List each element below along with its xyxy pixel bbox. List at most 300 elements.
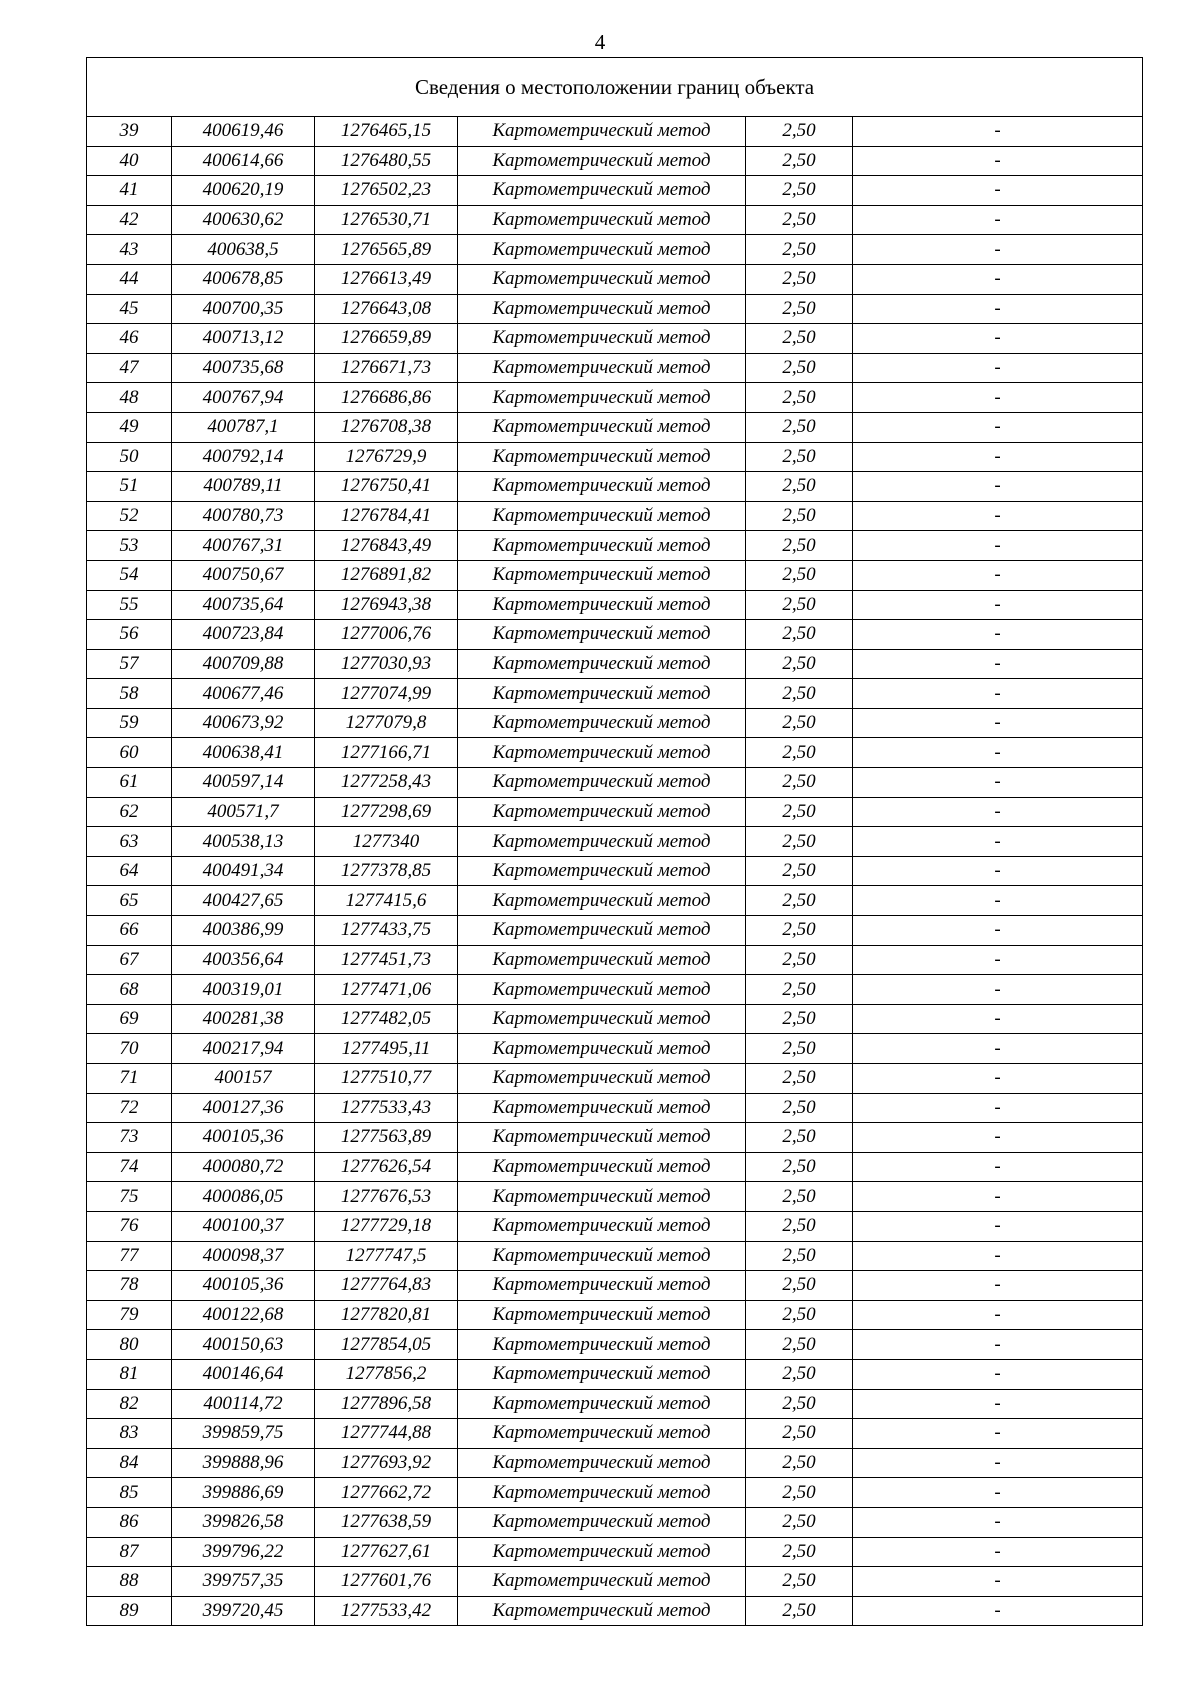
point-number-cell: 71 [87, 1064, 172, 1094]
y-coordinate-cell: 1277495,11 [315, 1034, 458, 1064]
y-coordinate-cell: 1277854,05 [315, 1330, 458, 1360]
y-coordinate-cell: 1277510,77 [315, 1064, 458, 1094]
x-coordinate-cell: 400491,34 [172, 856, 315, 886]
method-cell: Картометрический метод [458, 1064, 746, 1094]
table-row [87, 1507, 1143, 1537]
accuracy-cell: 2,50 [746, 945, 853, 975]
point-number-cell: 68 [87, 975, 172, 1005]
table-row [87, 768, 1143, 798]
accuracy-cell: 2,50 [746, 620, 853, 650]
y-coordinate-cell: 1277533,43 [315, 1093, 458, 1123]
y-coordinate-cell: 1277433,75 [315, 916, 458, 946]
point-number-cell: 88 [87, 1567, 172, 1597]
accuracy-cell: 2,50 [746, 442, 853, 472]
description-cell: - [853, 590, 1143, 620]
x-coordinate-cell: 400735,64 [172, 590, 315, 620]
table-row [87, 1271, 1143, 1301]
table-row [87, 708, 1143, 738]
y-coordinate-cell: 1277079,8 [315, 708, 458, 738]
table-row [87, 590, 1143, 620]
method-cell: Картометрический метод [458, 1567, 746, 1597]
method-cell: Картометрический метод [458, 117, 746, 147]
y-coordinate-cell: 1277662,72 [315, 1478, 458, 1508]
table-row [87, 501, 1143, 531]
y-coordinate-cell: 1276708,38 [315, 412, 458, 442]
x-coordinate-cell: 400700,35 [172, 294, 315, 324]
table-row [87, 324, 1143, 354]
accuracy-cell: 2,50 [746, 472, 853, 502]
method-cell: Картометрический метод [458, 797, 746, 827]
point-number-cell: 47 [87, 353, 172, 383]
y-coordinate-cell: 1277764,83 [315, 1271, 458, 1301]
method-cell: Картометрический метод [458, 1359, 746, 1389]
y-coordinate-cell: 1277676,53 [315, 1182, 458, 1212]
accuracy-cell: 2,50 [746, 324, 853, 354]
method-cell: Картометрический метод [458, 1507, 746, 1537]
table-row [87, 472, 1143, 502]
table-row [87, 176, 1143, 206]
description-cell: - [853, 886, 1143, 916]
description-cell: - [853, 235, 1143, 265]
table-row [87, 1478, 1143, 1508]
y-coordinate-cell: 1277744,88 [315, 1419, 458, 1449]
x-coordinate-cell: 400767,94 [172, 383, 315, 413]
method-cell: Картометрический метод [458, 1271, 746, 1301]
x-coordinate-cell: 400386,99 [172, 916, 315, 946]
description-cell: - [853, 1330, 1143, 1360]
point-number-cell: 57 [87, 649, 172, 679]
x-coordinate-cell: 400630,62 [172, 205, 315, 235]
table-row [87, 531, 1143, 561]
table-row [87, 1448, 1143, 1478]
accuracy-cell: 2,50 [746, 1064, 853, 1094]
accuracy-cell: 2,50 [746, 886, 853, 916]
point-number-cell: 67 [87, 945, 172, 975]
y-coordinate-cell: 1277563,89 [315, 1123, 458, 1153]
accuracy-cell: 2,50 [746, 768, 853, 798]
table-row [87, 1537, 1143, 1567]
x-coordinate-cell: 400086,05 [172, 1182, 315, 1212]
y-coordinate-cell: 1277729,18 [315, 1211, 458, 1241]
accuracy-cell: 2,50 [746, 264, 853, 294]
point-number-cell: 86 [87, 1507, 172, 1537]
y-coordinate-cell: 1277638,59 [315, 1507, 458, 1537]
point-number-cell: 70 [87, 1034, 172, 1064]
description-cell: - [853, 383, 1143, 413]
point-number-cell: 73 [87, 1123, 172, 1153]
accuracy-cell: 2,50 [746, 1567, 853, 1597]
point-number-cell: 64 [87, 856, 172, 886]
table-row [87, 738, 1143, 768]
point-number-cell: 63 [87, 827, 172, 857]
y-coordinate-cell: 1277482,05 [315, 1004, 458, 1034]
method-cell: Картометрический метод [458, 827, 746, 857]
accuracy-cell: 2,50 [746, 1330, 853, 1360]
method-cell: Картометрический метод [458, 353, 746, 383]
description-cell: - [853, 975, 1143, 1005]
x-coordinate-cell: 400735,68 [172, 353, 315, 383]
description-cell: - [853, 708, 1143, 738]
method-cell: Картометрический метод [458, 975, 746, 1005]
method-cell: Картометрический метод [458, 1596, 746, 1626]
accuracy-cell: 2,50 [746, 1359, 853, 1389]
description-cell: - [853, 353, 1143, 383]
y-coordinate-cell: 1276502,23 [315, 176, 458, 206]
x-coordinate-cell: 399757,35 [172, 1567, 315, 1597]
method-cell: Картометрический метод [458, 1241, 746, 1271]
point-number-cell: 40 [87, 146, 172, 176]
description-cell: - [853, 472, 1143, 502]
description-cell: - [853, 649, 1143, 679]
y-coordinate-cell: 1277896,58 [315, 1389, 458, 1419]
table-row [87, 383, 1143, 413]
description-cell: - [853, 916, 1143, 946]
table-row [87, 916, 1143, 946]
description-cell: - [853, 560, 1143, 590]
description-cell: - [853, 1389, 1143, 1419]
y-coordinate-cell: 1276686,86 [315, 383, 458, 413]
accuracy-cell: 2,50 [746, 649, 853, 679]
method-cell: Картометрический метод [458, 501, 746, 531]
point-number-cell: 52 [87, 501, 172, 531]
x-coordinate-cell: 400150,63 [172, 1330, 315, 1360]
y-coordinate-cell: 1277533,42 [315, 1596, 458, 1626]
method-cell: Картометрический метод [458, 560, 746, 590]
accuracy-cell: 2,50 [746, 1211, 853, 1241]
method-cell: Картометрический метод [458, 1330, 746, 1360]
method-cell: Картометрический метод [458, 1211, 746, 1241]
table-row [87, 1152, 1143, 1182]
accuracy-cell: 2,50 [746, 1241, 853, 1271]
table-title-row [87, 58, 1143, 117]
table-row [87, 945, 1143, 975]
accuracy-cell: 2,50 [746, 531, 853, 561]
accuracy-cell: 2,50 [746, 1182, 853, 1212]
point-number-cell: 69 [87, 1004, 172, 1034]
x-coordinate-cell: 400217,94 [172, 1034, 315, 1064]
y-coordinate-cell: 1277030,93 [315, 649, 458, 679]
point-number-cell: 79 [87, 1300, 172, 1330]
accuracy-cell: 2,50 [746, 1123, 853, 1153]
accuracy-cell: 2,50 [746, 117, 853, 147]
description-cell: - [853, 1596, 1143, 1626]
table-row [87, 353, 1143, 383]
y-coordinate-cell: 1277415,6 [315, 886, 458, 916]
x-coordinate-cell: 400597,14 [172, 768, 315, 798]
accuracy-cell: 2,50 [746, 708, 853, 738]
method-cell: Картометрический метод [458, 146, 746, 176]
table-row [87, 442, 1143, 472]
point-number-cell: 41 [87, 176, 172, 206]
point-number-cell: 81 [87, 1359, 172, 1389]
x-coordinate-cell: 400427,65 [172, 886, 315, 916]
accuracy-cell: 2,50 [746, 1478, 853, 1508]
x-coordinate-cell: 399826,58 [172, 1507, 315, 1537]
table-row [87, 827, 1143, 857]
y-coordinate-cell: 1277378,85 [315, 856, 458, 886]
point-number-cell: 65 [87, 886, 172, 916]
accuracy-cell: 2,50 [746, 856, 853, 886]
y-coordinate-cell: 1277471,06 [315, 975, 458, 1005]
table-row [87, 1596, 1143, 1626]
description-cell: - [853, 768, 1143, 798]
point-number-cell: 75 [87, 1182, 172, 1212]
y-coordinate-cell: 1277747,5 [315, 1241, 458, 1271]
method-cell: Картометрический метод [458, 235, 746, 265]
point-number-cell: 89 [87, 1596, 172, 1626]
table-row [87, 1093, 1143, 1123]
x-coordinate-cell: 400538,13 [172, 827, 315, 857]
accuracy-cell: 2,50 [746, 1537, 853, 1567]
method-cell: Картометрический метод [458, 590, 746, 620]
accuracy-cell: 2,50 [746, 975, 853, 1005]
description-cell: - [853, 1567, 1143, 1597]
y-coordinate-cell: 1276613,49 [315, 264, 458, 294]
x-coordinate-cell: 400127,36 [172, 1093, 315, 1123]
x-coordinate-cell: 400673,92 [172, 708, 315, 738]
x-coordinate-cell: 400620,19 [172, 176, 315, 206]
x-coordinate-cell: 400638,5 [172, 235, 315, 265]
point-number-cell: 61 [87, 768, 172, 798]
x-coordinate-cell: 400638,41 [172, 738, 315, 768]
table-row [87, 797, 1143, 827]
accuracy-cell: 2,50 [746, 412, 853, 442]
description-cell: - [853, 1123, 1143, 1153]
x-coordinate-cell: 400571,7 [172, 797, 315, 827]
accuracy-cell: 2,50 [746, 1389, 853, 1419]
accuracy-cell: 2,50 [746, 205, 853, 235]
table-title: Сведения о местоположении границ объекта [87, 58, 1143, 117]
x-coordinate-cell: 400356,64 [172, 945, 315, 975]
x-coordinate-cell: 400100,37 [172, 1211, 315, 1241]
method-cell: Картометрический метод [458, 1152, 746, 1182]
x-coordinate-cell: 400080,72 [172, 1152, 315, 1182]
x-coordinate-cell: 400789,11 [172, 472, 315, 502]
table-row [87, 1359, 1143, 1389]
point-number-cell: 48 [87, 383, 172, 413]
method-cell: Картометрический метод [458, 856, 746, 886]
accuracy-cell: 2,50 [746, 1271, 853, 1301]
description-cell: - [853, 205, 1143, 235]
x-coordinate-cell: 400713,12 [172, 324, 315, 354]
point-number-cell: 66 [87, 916, 172, 946]
point-number-cell: 46 [87, 324, 172, 354]
y-coordinate-cell: 1276671,73 [315, 353, 458, 383]
x-coordinate-cell: 399720,45 [172, 1596, 315, 1626]
accuracy-cell: 2,50 [746, 1507, 853, 1537]
y-coordinate-cell: 1276784,41 [315, 501, 458, 531]
point-number-cell: 49 [87, 412, 172, 442]
y-coordinate-cell: 1277627,61 [315, 1537, 458, 1567]
method-cell: Картометрический метод [458, 886, 746, 916]
accuracy-cell: 2,50 [746, 235, 853, 265]
description-cell: - [853, 1300, 1143, 1330]
description-cell: - [853, 1271, 1143, 1301]
y-coordinate-cell: 1276729,9 [315, 442, 458, 472]
description-cell: - [853, 1507, 1143, 1537]
y-coordinate-cell: 1277258,43 [315, 768, 458, 798]
y-coordinate-cell: 1277693,92 [315, 1448, 458, 1478]
table-row [87, 1182, 1143, 1212]
accuracy-cell: 2,50 [746, 1152, 853, 1182]
point-number-cell: 42 [87, 205, 172, 235]
method-cell: Картометрический метод [458, 1537, 746, 1567]
method-cell: Картометрический метод [458, 1419, 746, 1449]
accuracy-cell: 2,50 [746, 738, 853, 768]
method-cell: Картометрический метод [458, 324, 746, 354]
description-cell: - [853, 1537, 1143, 1567]
table-row [87, 679, 1143, 709]
point-number-cell: 59 [87, 708, 172, 738]
point-number-cell: 45 [87, 294, 172, 324]
point-number-cell: 44 [87, 264, 172, 294]
y-coordinate-cell: 1277298,69 [315, 797, 458, 827]
x-coordinate-cell: 399796,22 [172, 1537, 315, 1567]
x-coordinate-cell: 400319,01 [172, 975, 315, 1005]
x-coordinate-cell: 400105,36 [172, 1271, 315, 1301]
point-number-cell: 54 [87, 560, 172, 590]
point-number-cell: 83 [87, 1419, 172, 1449]
y-coordinate-cell: 1276480,55 [315, 146, 458, 176]
description-cell: - [853, 117, 1143, 147]
x-coordinate-cell: 400750,67 [172, 560, 315, 590]
description-cell: - [853, 1004, 1143, 1034]
method-cell: Картометрический метод [458, 1448, 746, 1478]
accuracy-cell: 2,50 [746, 827, 853, 857]
point-number-cell: 58 [87, 679, 172, 709]
method-cell: Картометрический метод [458, 1093, 746, 1123]
x-coordinate-cell: 399886,69 [172, 1478, 315, 1508]
x-coordinate-cell: 400098,37 [172, 1241, 315, 1271]
description-cell: - [853, 324, 1143, 354]
x-coordinate-cell: 400787,1 [172, 412, 315, 442]
accuracy-cell: 2,50 [746, 383, 853, 413]
y-coordinate-cell: 1277601,76 [315, 1567, 458, 1597]
accuracy-cell: 2,50 [746, 294, 853, 324]
accuracy-cell: 2,50 [746, 1093, 853, 1123]
accuracy-cell: 2,50 [746, 176, 853, 206]
description-cell: - [853, 176, 1143, 206]
method-cell: Картометрический метод [458, 738, 746, 768]
table-row [87, 117, 1143, 147]
description-cell: - [853, 1152, 1143, 1182]
table-row [87, 235, 1143, 265]
method-cell: Картометрический метод [458, 649, 746, 679]
point-number-cell: 82 [87, 1389, 172, 1419]
description-cell: - [853, 1093, 1143, 1123]
method-cell: Картометрический метод [458, 708, 746, 738]
table-row [87, 1064, 1143, 1094]
table-row [87, 264, 1143, 294]
point-number-cell: 60 [87, 738, 172, 768]
x-coordinate-cell: 400723,84 [172, 620, 315, 650]
y-coordinate-cell: 1277074,99 [315, 679, 458, 709]
point-number-cell: 77 [87, 1241, 172, 1271]
table-row [87, 1241, 1143, 1271]
accuracy-cell: 2,50 [746, 353, 853, 383]
point-number-cell: 80 [87, 1330, 172, 1360]
description-cell: - [853, 1182, 1143, 1212]
x-coordinate-cell: 400281,38 [172, 1004, 315, 1034]
point-number-cell: 62 [87, 797, 172, 827]
accuracy-cell: 2,50 [746, 797, 853, 827]
table-row [87, 975, 1143, 1005]
y-coordinate-cell: 1277006,76 [315, 620, 458, 650]
x-coordinate-cell: 400614,66 [172, 146, 315, 176]
accuracy-cell: 2,50 [746, 1034, 853, 1064]
description-cell: - [853, 1034, 1143, 1064]
point-number-cell: 51 [87, 472, 172, 502]
point-number-cell: 72 [87, 1093, 172, 1123]
x-coordinate-cell: 400678,85 [172, 264, 315, 294]
method-cell: Картометрический метод [458, 679, 746, 709]
point-number-cell: 39 [87, 117, 172, 147]
description-cell: - [853, 531, 1143, 561]
table-row [87, 1123, 1143, 1153]
y-coordinate-cell: 1276565,89 [315, 235, 458, 265]
description-cell: - [853, 620, 1143, 650]
description-cell: - [853, 1478, 1143, 1508]
y-coordinate-cell: 1276659,89 [315, 324, 458, 354]
table-row [87, 886, 1143, 916]
method-cell: Картометрический метод [458, 383, 746, 413]
point-number-cell: 50 [87, 442, 172, 472]
point-number-cell: 76 [87, 1211, 172, 1241]
x-coordinate-cell: 399888,96 [172, 1448, 315, 1478]
method-cell: Картометрический метод [458, 294, 746, 324]
method-cell: Картометрический метод [458, 768, 746, 798]
page-number: 4 [594, 30, 606, 54]
y-coordinate-cell: 1277451,73 [315, 945, 458, 975]
y-coordinate-cell: 1276943,38 [315, 590, 458, 620]
table-row [87, 1567, 1143, 1597]
x-coordinate-cell: 400709,88 [172, 649, 315, 679]
description-cell: - [853, 797, 1143, 827]
y-coordinate-cell: 1277340 [315, 827, 458, 857]
method-cell: Картометрический метод [458, 620, 746, 650]
table-row [87, 649, 1143, 679]
x-coordinate-cell: 400157 [172, 1064, 315, 1094]
boundary-coordinates-table [86, 57, 1143, 1626]
description-cell: - [853, 679, 1143, 709]
description-cell: - [853, 1359, 1143, 1389]
x-coordinate-cell: 400792,14 [172, 442, 315, 472]
accuracy-cell: 2,50 [746, 1004, 853, 1034]
description-cell: - [853, 442, 1143, 472]
method-cell: Картометрический метод [458, 531, 746, 561]
y-coordinate-cell: 1276530,71 [315, 205, 458, 235]
description-cell: - [853, 1211, 1143, 1241]
point-number-cell: 85 [87, 1478, 172, 1508]
method-cell: Картометрический метод [458, 1182, 746, 1212]
accuracy-cell: 2,50 [746, 146, 853, 176]
y-coordinate-cell: 1276891,82 [315, 560, 458, 590]
y-coordinate-cell: 1277820,81 [315, 1300, 458, 1330]
description-cell: - [853, 1419, 1143, 1449]
y-coordinate-cell: 1276750,41 [315, 472, 458, 502]
accuracy-cell: 2,50 [746, 1448, 853, 1478]
x-coordinate-cell: 400619,46 [172, 117, 315, 147]
accuracy-cell: 2,50 [746, 1596, 853, 1626]
point-number-cell: 87 [87, 1537, 172, 1567]
accuracy-cell: 2,50 [746, 590, 853, 620]
x-coordinate-cell: 400677,46 [172, 679, 315, 709]
method-cell: Картометрический метод [458, 176, 746, 206]
description-cell: - [853, 827, 1143, 857]
table-row [87, 1211, 1143, 1241]
description-cell: - [853, 294, 1143, 324]
table-row [87, 856, 1143, 886]
